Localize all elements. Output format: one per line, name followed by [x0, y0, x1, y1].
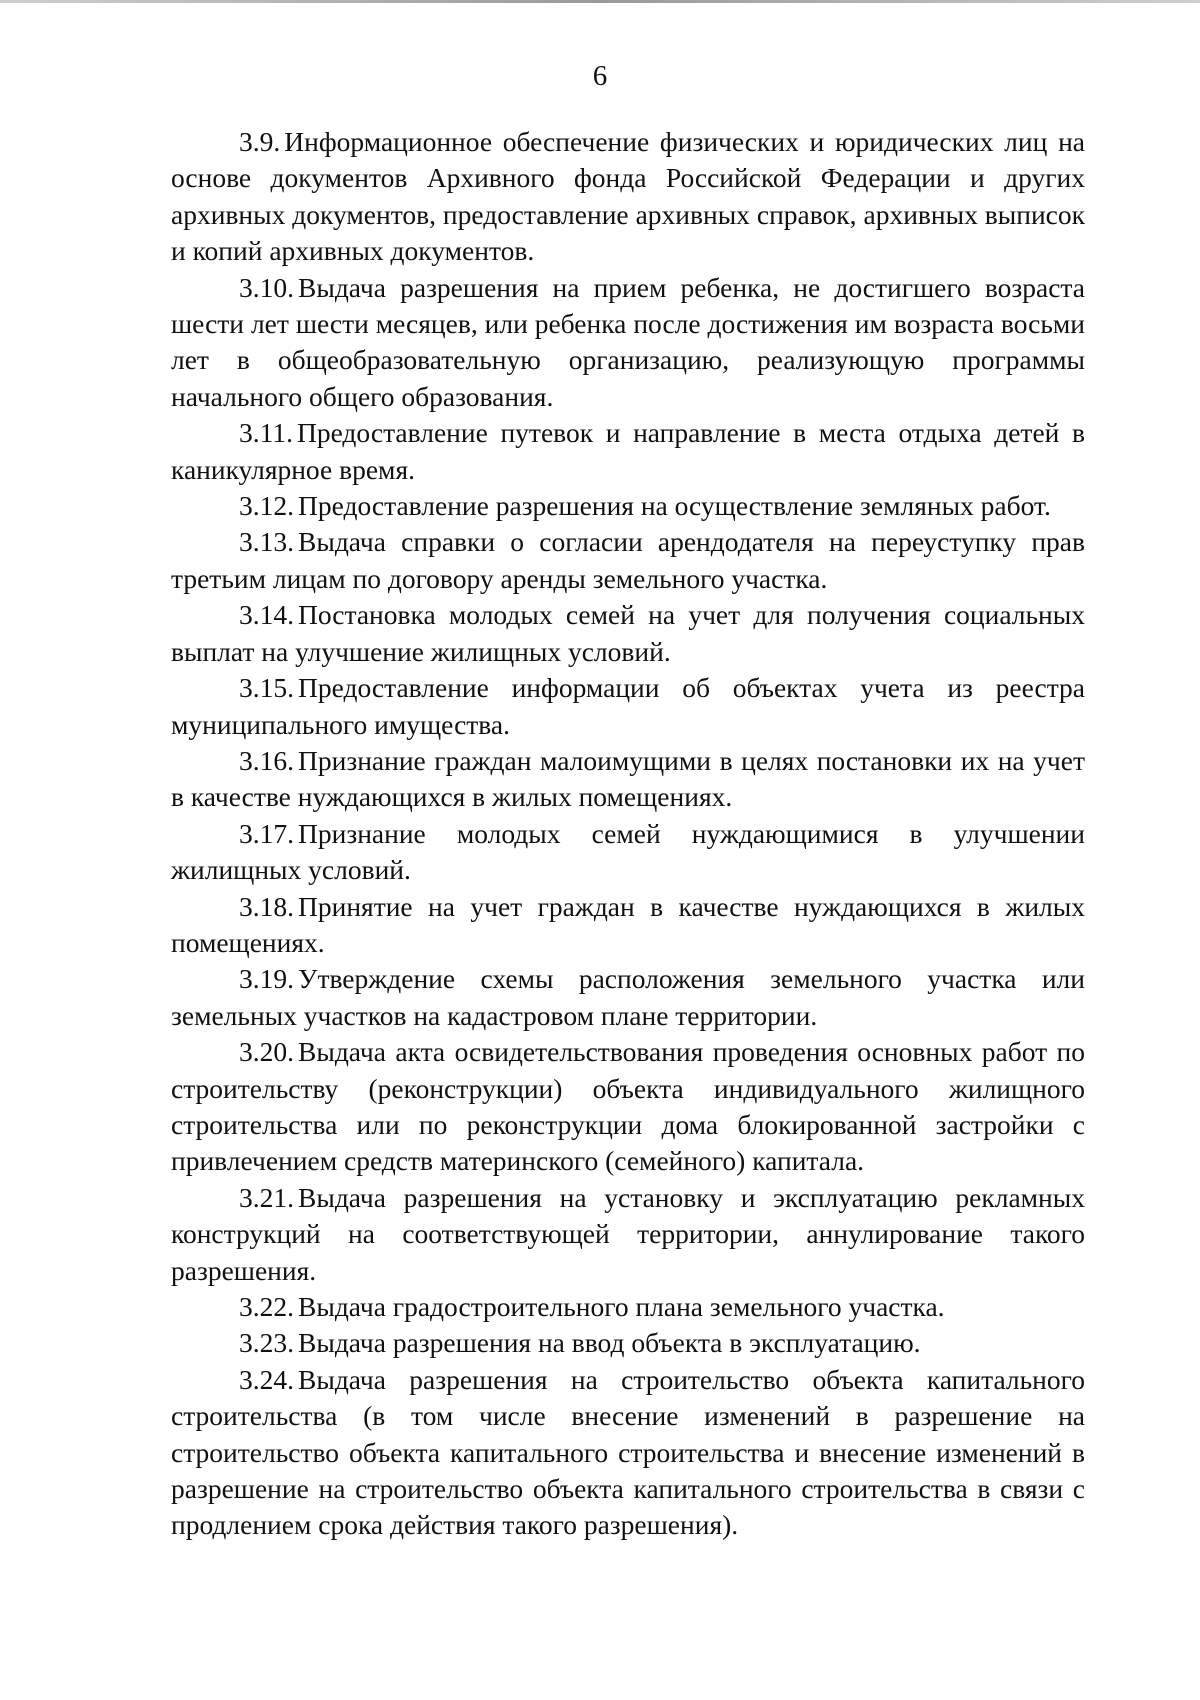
- paragraph-number: 3.10.: [239, 271, 294, 303]
- paragraph-number: 3.9.: [239, 126, 281, 157]
- paragraph-3-16: [171, 743, 1085, 816]
- paragraph-3-13: [171, 524, 1085, 597]
- paragraph-text: Предоставление разрешения на осуществление земляных работ.: [298, 490, 1051, 522]
- paragraph-number: 3.20.: [239, 1036, 294, 1068]
- paragraph-number: 3.17.: [239, 817, 294, 849]
- paragraph-text: Предоставление путевок и направление в места отдыха детей в каникулярное время.: [171, 417, 1085, 485]
- paragraph-3-12: [171, 488, 1085, 524]
- paragraph-text: Выдача разрешения на установку и эксплуатацию рекламных конструкций на соответствующей территории, аннулирование такого разрешения.: [171, 1181, 1085, 1286]
- paragraph-number: 3.23.: [239, 1327, 294, 1359]
- paragraph-3-19: [171, 961, 1085, 1034]
- paragraph-3-10: [171, 270, 1085, 416]
- paragraph-text: Утверждение схемы расположения земельного участка или земельных участков на кадастровом плане территории.: [171, 963, 1085, 1031]
- paragraph-number: 3.16.: [239, 744, 294, 776]
- paragraph-text: Постановка молодых семей на учет для получения социальных выплат на улучшение жилищных условий.: [171, 599, 1085, 667]
- paragraph-text: Выдача градостроительного плана земельного участка.: [298, 1291, 945, 1322]
- paragraph-text: Принятие на учет граждан в качестве нуждающихся в жилых помещениях.: [171, 890, 1085, 958]
- paragraph-text: Выдача акта освидетельствования проведения основных работ по строительству (реконструкции) объекта индивидуального жилищного строительства или по реконструкции дома блокированной застройки с привлечением средств материнского (семейного) капитала.: [171, 1036, 1085, 1177]
- document-body: [171, 124, 1085, 1544]
- paragraph-3-9: [171, 124, 1085, 270]
- paragraph-number: 3.11.: [239, 417, 293, 449]
- paragraph-3-18: [171, 889, 1085, 962]
- paragraph-number: 3.15.: [239, 672, 294, 704]
- paragraph-number: 3.14.: [239, 599, 294, 631]
- paragraph-number: 3.19.: [239, 963, 294, 995]
- paragraph-number: 3.13.: [239, 526, 294, 558]
- paragraph-text: Признание молодых семей нуждающимися в улучшении жилищных условий.: [171, 817, 1085, 886]
- paragraph-number: 3.21.: [239, 1181, 294, 1213]
- paragraph-3-17: [171, 816, 1085, 889]
- paragraph-3-23: [171, 1325, 1085, 1361]
- scan-top-edge: [0, 0, 1200, 3]
- paragraph-text: Признание граждан малоимущими в целях постановки их на учет в качестве нуждающихся в жилых помещениях.: [171, 744, 1085, 813]
- paragraph-text: Информационное обеспечение физических и юридических лиц на основе документов Архивного фонда Российской Федерации и других архивных документов, предоставление архивных справок, архивных выписок и копий архивных документов.: [171, 126, 1085, 267]
- paragraph-3-21: [171, 1180, 1085, 1289]
- paragraph-text: Выдача разрешения на ввод объекта в эксплуатацию.: [298, 1327, 921, 1359]
- paragraph-3-15: [171, 670, 1085, 743]
- paragraph-number: 3.18.: [239, 890, 294, 922]
- paragraph-text: Выдача разрешения на прием ребенка, не достигшего возраста шести лет шести месяцев, или ребенка после достижения им возраста восьми лет в общеобразовательную организацию, реализующую программы начального общего образования.: [171, 271, 1085, 412]
- paragraph-3-22: [171, 1289, 1085, 1325]
- page-number: 6: [592, 60, 608, 92]
- paragraph-text: Предоставление информации об объектах учета из реестра муниципального имущества.: [171, 672, 1085, 740]
- paragraph-3-11: [171, 415, 1085, 488]
- paragraph-number: 3.24.: [239, 1363, 294, 1395]
- paragraph-number: 3.12.: [239, 490, 294, 522]
- paragraph-3-24: [171, 1362, 1085, 1544]
- paragraph-text: Выдача разрешения на строительство объекта капитального строительства (в том числе внесение изменений в разрешение на строительство объекта капитального строительства и внесение изменений в разрешение на строительство объекта капитального строительства в связи с продлением срока действия такого разрешения).: [171, 1363, 1085, 1541]
- paragraph-3-20: [171, 1034, 1085, 1180]
- paragraph-3-14: [171, 597, 1085, 670]
- paragraph-number: 3.22.: [239, 1291, 294, 1322]
- paragraph-text: Выдача справки о согласии арендодателя на переуступку прав третьим лицам по договору аренды земельного участка.: [171, 526, 1085, 594]
